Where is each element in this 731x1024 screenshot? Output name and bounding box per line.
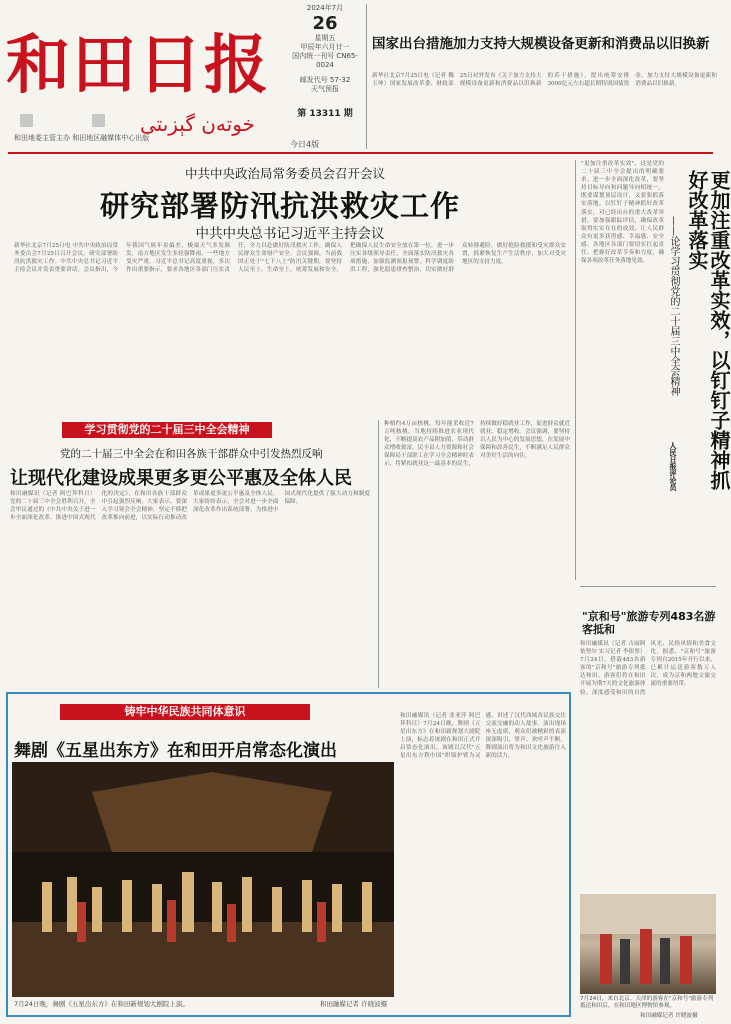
page-count: 今日4版	[290, 140, 320, 149]
masthead-title: 和田日报	[6, 28, 270, 103]
section3-caption: 7月24日，来自北京、天津的游客在"京和号"旅游专列抵达和田后，在和田地区博物馆参观。	[580, 996, 714, 1009]
date-month: 2024年7月	[306, 4, 344, 12]
section2-title: 舞剧《五星出东方》在和田开启常态化演出	[14, 741, 337, 761]
middle-column-body: 种植约4万亩核桃，每年能采收近7万吨核桃。当地持续推进农业现代化，不断提高农产品附加值，带动群众增收致富。民丰县人力资源和社会保障局干部职工在学习全会精神时表示，将紧扣就业这一最基本的民生，持续做好稳就业工作，促进群众就近就业、稳定增收。会议强调，要坚持以人民为中心的发展思想，在发展中保障和改善民生，不断满足人民群众对美好生活的向往。	[384, 421, 570, 468]
qr-code-icon	[20, 114, 33, 127]
top-headline: 国家出台措施加力支持大规模设备更新和消费品以旧换新	[372, 36, 710, 52]
museum-visit-photo	[580, 894, 716, 994]
museum-illustration	[580, 894, 716, 994]
commentary-body: "更加注重改革实效"，这是党的二十届三中全会提出的明确要求。进一步全面深化改革，要坚持目标导向和问题导向相统一，既要谋划顶层设计，又要狠抓落实落地。以钉钉子精神抓好改革落实，对已经出台的重大改革举措，要加强跟踪评估，确保改革取得实实在在的成效，让人民群众有更多获得感、幸福感、安全感。各地区各部门要切实扛起责任，把握好改革节奏和力度，确保各项改革任务落地见效。	[581, 161, 664, 265]
date-day: 26	[312, 13, 338, 34]
issue-number: 第 13311 期	[297, 109, 353, 119]
masthead-uyghur-title: خوتەن گېزىتى	[140, 112, 255, 136]
postal-code: 邮发代号 57-32	[299, 76, 351, 84]
weather-label: 天气预报	[311, 85, 339, 93]
lead-subtitle: 中共中央总书记习近平主持会议	[195, 226, 385, 242]
section2-photographer: 和田融媒记者 许晓波摄	[320, 1000, 388, 1008]
date-weekday: 星期五	[314, 34, 336, 42]
commentary-title: 更加注重改革实效，以钉钉子精神抓好改革落实	[685, 170, 731, 490]
section1-body: 和田融媒讯（记者 阿巴拜科日）党的二十届三中全会胜利召开，全会审议通过的《中共中央关于进一步全面深化改革、推进中国式现代化的决定》，在和田各族干部群众中引起强烈反响。大家表示，要深入学习领会全会精神，坚定不移把改革推向前进，以实际行动推动改革成果更多更公平惠及全体人民。大家纷纷表示，全会对进一步全面深化改革作出系统部署，为推进中国式现代化提供了强大动力和制度保障。	[10, 491, 370, 522]
lead-kicker: 中共中央政治局常务委员会召开会议	[184, 166, 385, 181]
section1-title: 让现代化建设成果更多更公平惠及全体人民	[10, 468, 352, 489]
qr-code-icon-2	[92, 114, 105, 127]
commentary-subtitle: ——论学习贯彻党的二十届三中全会精神	[668, 216, 679, 396]
lead-title: 研究部署防汛抗洪救灾工作	[99, 189, 460, 223]
top-headline-body: 新华社北京7月25日电（记者 魏玉坤）国家发展改革委、财政部25日对外发布《关于加力支持大规模设备更新和消费品以旧换新的若干措施》，提出统筹安排3000亿元左右超长期特别国债资金，加力支持大规模设备更新和消费品以旧换新。	[372, 73, 717, 88]
lead-body: 新华社北京7月25日电 中共中央政治局常务委员会7月25日召开会议，研究部署防汛抗洪救灾工作。中共中央总书记习近平主持会议并发表重要讲话。会议指出，今年我国气候年景偏差，极端天气多发频发，南方地区发生多轮强降雨，一些地方受灾严重。习近平总书记高度重视，多次作出重要指示，要求各地区各部门压实责任，全力以赴做好防汛救灾工作，确保人民群众生命财产安全。会议强调，当前我国正处于"七下八上"防汛关键期，要坚持人民至上、生命至上，统筹发展和安全，把确保人民生命安全放在第一位，进一步压实各级领导责任，全面落实防汛救灾各项措施，加强监测预报预警，科学调度防洪工程，强化隐患排查整治，切实做好群众转移避险，做好抢险救援和受灾群众安置，抓紧恢复生产生活秩序，加大对受灾地区的支持力度。	[14, 243, 566, 274]
date-lunar: 甲辰年六月廿一	[300, 43, 350, 51]
section3-body: 和田融媒讯（记者 古丽阿依努尔 实习记者 李依彤）7月24日，搭载483名游客的"京和号"旅游专列抵达和田。游客们将在和田开展为期7天的文化旅游体验，深度感受和田的自然风光、民俗风情和美食文化。据悉，"京和号"旅游专列自2015年开行以来，已累计运送游客数万人次，成为京和两地文旅交流的重要纽带。	[580, 641, 716, 696]
cn-code: 国内统一刊号 CN65-0024	[292, 52, 358, 69]
section2-caption: 7月24日晚，舞剧《五星出东方》在和田新规划大剧院上演。	[14, 1000, 189, 1008]
date-block	[290, 4, 360, 119]
stage-illustration	[12, 762, 394, 997]
section3-photographer: 和田融媒记者 许晓波摄	[640, 1013, 698, 1019]
section2-body: 和田融媒讯（记者 张亚萍 阿巴拜科日）7月24日晚，舞剧《五星出东方》在和田新规划大剧院上演，标志着该剧在和田正式开启常态化演出。该剧以汉代"五星出东方利中国"织锦护臂为灵感，讲述了汉代西域各民族交往交流交融的动人故事。演出现场座无虚席，观众们被精彩的表演深深吸引，掌声、欢呼声不断。舞剧演出将为和田文化旅游注入新的活力。	[400, 713, 566, 760]
section1-kicker: 党的二十届三中全会在和田各族干部群众中引发热烈反响	[60, 448, 323, 460]
section1-banner: 学习贯彻党的二十届三中全会精神	[62, 422, 272, 438]
section2-banner: 铸牢中华民族共同体意识	[60, 704, 310, 720]
section3-title: "京和号"旅游专列483名游客抵和	[582, 610, 716, 636]
dance-performance-photo	[12, 762, 394, 997]
commentary-source: 人民日报评论员	[669, 442, 677, 491]
masthead-sponsor: 和田地委主管主办 和田地区融媒体中心出版	[14, 134, 150, 142]
